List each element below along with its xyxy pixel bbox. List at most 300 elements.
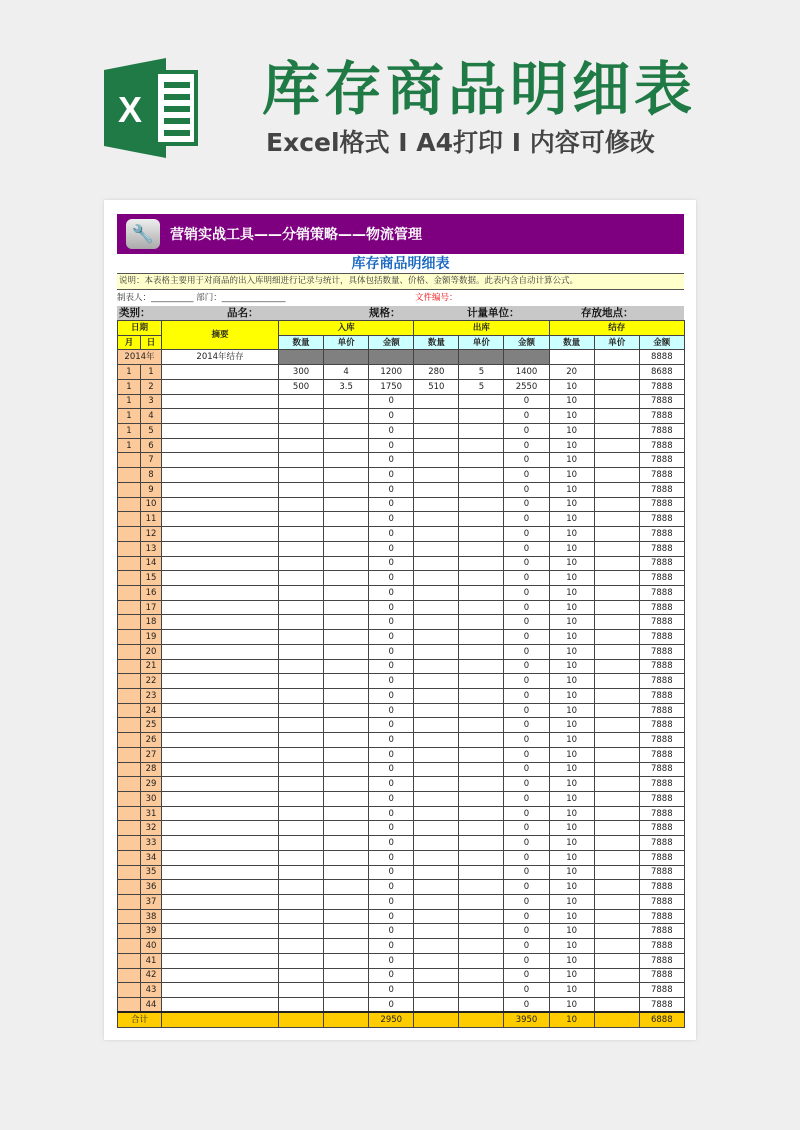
day-cell[interactable]: 29: [141, 777, 162, 792]
bal-amount-cell[interactable]: 7888: [639, 747, 684, 762]
in-qty-cell[interactable]: [279, 644, 324, 659]
summary-cell[interactable]: [162, 556, 279, 571]
out-price-cell[interactable]: [459, 865, 504, 880]
bal-price-cell[interactable]: [594, 983, 639, 998]
in-price-cell[interactable]: [324, 983, 369, 998]
bal-qty-cell[interactable]: 10: [549, 482, 594, 497]
month-cell[interactable]: [118, 497, 141, 512]
summary-cell[interactable]: [162, 924, 279, 939]
bal-qty-cell[interactable]: 10: [549, 953, 594, 968]
bal-price-cell[interactable]: [594, 939, 639, 954]
in-qty-cell[interactable]: [279, 600, 324, 615]
out-qty-cell[interactable]: [414, 644, 459, 659]
in-price-cell[interactable]: [324, 482, 369, 497]
in-amount-cell[interactable]: 0: [369, 998, 414, 1013]
out-price-cell[interactable]: [459, 998, 504, 1013]
out-price-cell[interactable]: [459, 806, 504, 821]
in-price-cell[interactable]: [324, 453, 369, 468]
summary-cell[interactable]: [162, 688, 279, 703]
bal-qty-cell[interactable]: 10: [549, 880, 594, 895]
summary-cell[interactable]: [162, 850, 279, 865]
out-price-cell[interactable]: [459, 836, 504, 851]
month-cell[interactable]: 1: [118, 365, 141, 380]
bal-amount-cell[interactable]: 7888: [639, 924, 684, 939]
bal-qty-cell[interactable]: 10: [549, 792, 594, 807]
in-qty-cell[interactable]: [279, 747, 324, 762]
day-cell[interactable]: 9: [141, 482, 162, 497]
in-amount-cell[interactable]: 0: [369, 615, 414, 630]
out-qty-cell[interactable]: [414, 468, 459, 483]
out-amount-cell[interactable]: 0: [504, 747, 549, 762]
in-amount-cell[interactable]: 0: [369, 512, 414, 527]
day-cell[interactable]: 6: [141, 438, 162, 453]
bal-qty-cell[interactable]: 10: [549, 924, 594, 939]
bal-amount-cell[interactable]: 7888: [639, 556, 684, 571]
bal-amount-cell[interactable]: 7888: [639, 482, 684, 497]
month-cell[interactable]: [118, 644, 141, 659]
month-cell[interactable]: [118, 850, 141, 865]
bal-qty-cell[interactable]: 10: [549, 409, 594, 424]
out-price-cell[interactable]: [459, 438, 504, 453]
out-amount-cell[interactable]: 0: [504, 688, 549, 703]
in-price-cell[interactable]: [324, 468, 369, 483]
in-price-cell[interactable]: [324, 585, 369, 600]
out-qty-cell[interactable]: [414, 998, 459, 1013]
in-qty-cell[interactable]: [279, 836, 324, 851]
in-qty-cell[interactable]: [279, 821, 324, 836]
out-qty-cell[interactable]: [414, 424, 459, 439]
in-amount-cell[interactable]: 0: [369, 880, 414, 895]
out-qty-cell[interactable]: [414, 585, 459, 600]
in-price-cell[interactable]: [324, 747, 369, 762]
out-qty-cell[interactable]: [414, 953, 459, 968]
bal-price-cell[interactable]: [594, 836, 639, 851]
in-price-cell[interactable]: 3.5: [324, 379, 369, 394]
day-cell[interactable]: 11: [141, 512, 162, 527]
out-price-cell[interactable]: [459, 394, 504, 409]
bal-amount-cell[interactable]: 7888: [639, 644, 684, 659]
month-cell[interactable]: [118, 983, 141, 998]
summary-cell[interactable]: [162, 438, 279, 453]
bal-amount-cell[interactable]: 7888: [639, 850, 684, 865]
out-price-cell[interactable]: [459, 792, 504, 807]
bal-amount-cell[interactable]: 7888: [639, 541, 684, 556]
in-amount-cell[interactable]: 0: [369, 497, 414, 512]
day-cell[interactable]: 28: [141, 762, 162, 777]
out-qty-cell[interactable]: [414, 615, 459, 630]
bal-price-cell[interactable]: [594, 968, 639, 983]
day-cell[interactable]: 31: [141, 806, 162, 821]
summary-cell[interactable]: [162, 512, 279, 527]
summary-cell[interactable]: [162, 409, 279, 424]
summary-cell[interactable]: [162, 527, 279, 542]
out-amount-cell[interactable]: 0: [504, 909, 549, 924]
out-qty-cell[interactable]: [414, 409, 459, 424]
bal-amount-cell[interactable]: 7888: [639, 659, 684, 674]
bal-price-cell[interactable]: [594, 527, 639, 542]
in-price-cell[interactable]: [324, 968, 369, 983]
out-price-cell[interactable]: [459, 762, 504, 777]
month-cell[interactable]: [118, 541, 141, 556]
in-qty-cell[interactable]: [279, 482, 324, 497]
bal-amount-cell[interactable]: 7888: [639, 585, 684, 600]
opening-summary[interactable]: 2014年结存: [162, 350, 279, 365]
in-amount-cell[interactable]: 0: [369, 571, 414, 586]
in-price-cell[interactable]: [324, 924, 369, 939]
out-qty-cell[interactable]: [414, 512, 459, 527]
bal-qty-cell[interactable]: 10: [549, 615, 594, 630]
in-price-cell[interactable]: [324, 821, 369, 836]
out-price-cell[interactable]: [459, 659, 504, 674]
summary-cell[interactable]: [162, 630, 279, 645]
bal-qty-cell[interactable]: 10: [549, 438, 594, 453]
in-amount-cell[interactable]: 0: [369, 585, 414, 600]
out-qty-cell[interactable]: [414, 939, 459, 954]
bal-price-cell[interactable]: [594, 615, 639, 630]
month-cell[interactable]: [118, 674, 141, 689]
out-qty-cell[interactable]: [414, 836, 459, 851]
bal-amount-cell[interactable]: 7888: [639, 497, 684, 512]
out-amount-cell[interactable]: 0: [504, 777, 549, 792]
in-qty-cell[interactable]: [279, 659, 324, 674]
bal-qty-cell[interactable]: 10: [549, 836, 594, 851]
in-qty-cell[interactable]: 500: [279, 379, 324, 394]
bal-qty-cell[interactable]: 10: [549, 747, 594, 762]
summary-cell[interactable]: [162, 541, 279, 556]
out-qty-cell[interactable]: [414, 688, 459, 703]
bal-qty-cell[interactable]: 10: [549, 983, 594, 998]
in-amount-cell[interactable]: 0: [369, 600, 414, 615]
month-cell[interactable]: [118, 865, 141, 880]
out-amount-cell[interactable]: 0: [504, 585, 549, 600]
bal-price-cell[interactable]: [594, 379, 639, 394]
in-amount-cell[interactable]: 0: [369, 527, 414, 542]
bal-amount-cell[interactable]: 7888: [639, 836, 684, 851]
out-qty-cell[interactable]: [414, 747, 459, 762]
month-cell[interactable]: [118, 468, 141, 483]
day-cell[interactable]: 40: [141, 939, 162, 954]
summary-cell[interactable]: [162, 865, 279, 880]
out-qty-cell[interactable]: [414, 806, 459, 821]
in-amount-cell[interactable]: 1750: [369, 379, 414, 394]
in-qty-cell[interactable]: [279, 983, 324, 998]
bal-qty-cell[interactable]: 10: [549, 674, 594, 689]
bal-price-cell[interactable]: [594, 541, 639, 556]
out-amount-cell[interactable]: 0: [504, 806, 549, 821]
out-price-cell[interactable]: [459, 821, 504, 836]
bal-amount-cell[interactable]: 7888: [639, 424, 684, 439]
in-amount-cell[interactable]: 0: [369, 909, 414, 924]
summary-cell[interactable]: [162, 836, 279, 851]
in-qty-cell[interactable]: [279, 998, 324, 1013]
out-price-cell[interactable]: [459, 703, 504, 718]
month-cell[interactable]: [118, 453, 141, 468]
in-qty-cell[interactable]: 300: [279, 365, 324, 380]
in-price-cell[interactable]: [324, 836, 369, 851]
in-price-cell[interactable]: [324, 424, 369, 439]
in-price-cell[interactable]: [324, 512, 369, 527]
out-amount-cell[interactable]: 0: [504, 895, 549, 910]
out-qty-cell[interactable]: [414, 630, 459, 645]
month-cell[interactable]: [118, 939, 141, 954]
out-qty-cell[interactable]: [414, 968, 459, 983]
in-qty-cell[interactable]: [279, 615, 324, 630]
in-qty-cell[interactable]: [279, 630, 324, 645]
in-qty-cell[interactable]: [279, 850, 324, 865]
in-amount-cell[interactable]: 0: [369, 850, 414, 865]
bal-amount-cell[interactable]: 7888: [639, 880, 684, 895]
out-price-cell[interactable]: [459, 512, 504, 527]
in-qty-cell[interactable]: [279, 792, 324, 807]
in-qty-cell[interactable]: [279, 968, 324, 983]
month-cell[interactable]: [118, 806, 141, 821]
in-price-cell[interactable]: [324, 527, 369, 542]
in-price-cell[interactable]: [324, 394, 369, 409]
in-amount-cell[interactable]: 0: [369, 836, 414, 851]
in-qty-cell[interactable]: [279, 674, 324, 689]
in-price-cell[interactable]: [324, 409, 369, 424]
bal-amount-cell[interactable]: 7888: [639, 998, 684, 1013]
bal-price-cell[interactable]: [594, 644, 639, 659]
month-cell[interactable]: [118, 571, 141, 586]
in-amount-cell[interactable]: 0: [369, 718, 414, 733]
bal-price-cell[interactable]: [594, 762, 639, 777]
bal-qty-cell[interactable]: 10: [549, 556, 594, 571]
month-cell[interactable]: [118, 777, 141, 792]
summary-cell[interactable]: [162, 703, 279, 718]
in-qty-cell[interactable]: [279, 497, 324, 512]
bal-qty-cell[interactable]: 10: [549, 512, 594, 527]
out-amount-cell[interactable]: 0: [504, 468, 549, 483]
out-price-cell[interactable]: [459, 541, 504, 556]
out-amount-cell[interactable]: 0: [504, 394, 549, 409]
bal-amount-cell[interactable]: 7888: [639, 909, 684, 924]
bal-amount-cell[interactable]: 7888: [639, 895, 684, 910]
bal-amount-cell[interactable]: 7888: [639, 688, 684, 703]
out-price-cell[interactable]: [459, 895, 504, 910]
in-amount-cell[interactable]: 0: [369, 924, 414, 939]
summary-cell[interactable]: [162, 968, 279, 983]
day-cell[interactable]: 16: [141, 585, 162, 600]
month-cell[interactable]: [118, 482, 141, 497]
summary-cell[interactable]: [162, 762, 279, 777]
in-amount-cell[interactable]: 0: [369, 939, 414, 954]
month-cell[interactable]: [118, 924, 141, 939]
in-qty-cell[interactable]: [279, 762, 324, 777]
out-amount-cell[interactable]: 0: [504, 880, 549, 895]
bal-amount-cell[interactable]: 7888: [639, 438, 684, 453]
month-cell[interactable]: [118, 953, 141, 968]
month-cell[interactable]: [118, 998, 141, 1013]
month-cell[interactable]: [118, 703, 141, 718]
out-price-cell[interactable]: [459, 777, 504, 792]
out-qty-cell[interactable]: 510: [414, 379, 459, 394]
bal-qty-cell[interactable]: 10: [549, 497, 594, 512]
day-cell[interactable]: 34: [141, 850, 162, 865]
bal-price-cell[interactable]: [594, 718, 639, 733]
out-amount-cell[interactable]: 0: [504, 998, 549, 1013]
in-price-cell[interactable]: [324, 850, 369, 865]
summary-cell[interactable]: [162, 998, 279, 1013]
bal-amount-cell[interactable]: 7888: [639, 718, 684, 733]
in-qty-cell[interactable]: [279, 527, 324, 542]
in-price-cell[interactable]: [324, 688, 369, 703]
in-price-cell[interactable]: [324, 953, 369, 968]
bal-amount-cell[interactable]: 7888: [639, 777, 684, 792]
bal-amount-cell[interactable]: 7888: [639, 453, 684, 468]
month-cell[interactable]: [118, 718, 141, 733]
bal-amount-cell[interactable]: 7888: [639, 762, 684, 777]
in-qty-cell[interactable]: [279, 953, 324, 968]
out-amount-cell[interactable]: 0: [504, 762, 549, 777]
summary-cell[interactable]: [162, 615, 279, 630]
day-cell[interactable]: 17: [141, 600, 162, 615]
bal-price-cell[interactable]: [594, 512, 639, 527]
day-cell[interactable]: 20: [141, 644, 162, 659]
month-cell[interactable]: [118, 762, 141, 777]
in-amount-cell[interactable]: 0: [369, 762, 414, 777]
bal-amount-cell[interactable]: 7888: [639, 512, 684, 527]
bal-price-cell[interactable]: [594, 850, 639, 865]
out-amount-cell[interactable]: 0: [504, 968, 549, 983]
out-price-cell[interactable]: 5: [459, 379, 504, 394]
in-price-cell[interactable]: [324, 998, 369, 1013]
out-qty-cell[interactable]: [414, 497, 459, 512]
out-qty-cell[interactable]: [414, 865, 459, 880]
bal-qty-cell[interactable]: 10: [549, 659, 594, 674]
day-cell[interactable]: 44: [141, 998, 162, 1013]
in-amount-cell[interactable]: 0: [369, 438, 414, 453]
out-amount-cell[interactable]: 2550: [504, 379, 549, 394]
day-cell[interactable]: 33: [141, 836, 162, 851]
bal-qty-cell[interactable]: 10: [549, 895, 594, 910]
day-cell[interactable]: 22: [141, 674, 162, 689]
in-price-cell[interactable]: [324, 777, 369, 792]
bal-qty-cell[interactable]: 10: [549, 718, 594, 733]
out-qty-cell[interactable]: [414, 880, 459, 895]
summary-cell[interactable]: [162, 880, 279, 895]
summary-cell[interactable]: [162, 909, 279, 924]
in-amount-cell[interactable]: 0: [369, 733, 414, 748]
summary-cell[interactable]: [162, 674, 279, 689]
bal-amount-cell[interactable]: 7888: [639, 821, 684, 836]
month-cell[interactable]: 1: [118, 379, 141, 394]
out-amount-cell[interactable]: 0: [504, 615, 549, 630]
summary-cell[interactable]: [162, 718, 279, 733]
out-amount-cell[interactable]: 0: [504, 453, 549, 468]
day-cell[interactable]: 42: [141, 968, 162, 983]
day-cell[interactable]: 4: [141, 409, 162, 424]
in-price-cell[interactable]: [324, 718, 369, 733]
out-amount-cell[interactable]: 0: [504, 836, 549, 851]
in-qty-cell[interactable]: [279, 453, 324, 468]
bal-price-cell[interactable]: [594, 909, 639, 924]
month-cell[interactable]: 1: [118, 424, 141, 439]
out-qty-cell[interactable]: [414, 541, 459, 556]
out-price-cell[interactable]: [459, 688, 504, 703]
month-cell[interactable]: [118, 556, 141, 571]
bal-qty-cell[interactable]: 10: [549, 453, 594, 468]
bal-qty-cell[interactable]: 10: [549, 688, 594, 703]
out-price-cell[interactable]: [459, 453, 504, 468]
bal-amount-cell[interactable]: 7888: [639, 674, 684, 689]
out-amount-cell[interactable]: 0: [504, 424, 549, 439]
bal-qty-cell[interactable]: 10: [549, 821, 594, 836]
bal-price-cell[interactable]: [594, 497, 639, 512]
day-cell[interactable]: 35: [141, 865, 162, 880]
bal-qty-cell[interactable]: 10: [549, 379, 594, 394]
out-price-cell[interactable]: [459, 482, 504, 497]
bal-qty-cell[interactable]: 10: [549, 424, 594, 439]
in-price-cell[interactable]: [324, 674, 369, 689]
day-cell[interactable]: 39: [141, 924, 162, 939]
summary-cell[interactable]: [162, 821, 279, 836]
month-cell[interactable]: [118, 585, 141, 600]
bal-amount-cell[interactable]: 7888: [639, 703, 684, 718]
day-cell[interactable]: 38: [141, 909, 162, 924]
bal-qty-cell[interactable]: 10: [549, 585, 594, 600]
day-cell[interactable]: 8: [141, 468, 162, 483]
day-cell[interactable]: 5: [141, 424, 162, 439]
out-qty-cell[interactable]: [414, 438, 459, 453]
bal-price-cell[interactable]: [594, 821, 639, 836]
opening-year[interactable]: 2014年: [118, 350, 162, 365]
bal-qty-cell[interactable]: 10: [549, 909, 594, 924]
in-price-cell[interactable]: [324, 792, 369, 807]
out-amount-cell[interactable]: 0: [504, 792, 549, 807]
in-amount-cell[interactable]: 0: [369, 644, 414, 659]
out-qty-cell[interactable]: [414, 983, 459, 998]
summary-cell[interactable]: [162, 497, 279, 512]
bal-price-cell[interactable]: [594, 409, 639, 424]
bal-price-cell[interactable]: [594, 394, 639, 409]
in-qty-cell[interactable]: [279, 703, 324, 718]
in-amount-cell[interactable]: 0: [369, 630, 414, 645]
day-cell[interactable]: 21: [141, 659, 162, 674]
in-amount-cell[interactable]: 0: [369, 703, 414, 718]
in-price-cell[interactable]: [324, 939, 369, 954]
in-qty-cell[interactable]: [279, 909, 324, 924]
in-price-cell[interactable]: [324, 541, 369, 556]
in-qty-cell[interactable]: [279, 806, 324, 821]
month-cell[interactable]: [118, 733, 141, 748]
bal-amount-cell[interactable]: 7888: [639, 527, 684, 542]
bal-qty-cell[interactable]: 10: [549, 541, 594, 556]
bal-price-cell[interactable]: [594, 688, 639, 703]
bal-qty-cell[interactable]: 10: [549, 998, 594, 1013]
bal-price-cell[interactable]: [594, 468, 639, 483]
bal-price-cell[interactable]: [594, 703, 639, 718]
bal-price-cell[interactable]: [594, 924, 639, 939]
out-qty-cell[interactable]: [414, 556, 459, 571]
in-price-cell[interactable]: [324, 895, 369, 910]
in-amount-cell[interactable]: 0: [369, 968, 414, 983]
bal-price-cell[interactable]: [594, 777, 639, 792]
in-price-cell[interactable]: [324, 571, 369, 586]
day-cell[interactable]: 30: [141, 792, 162, 807]
out-price-cell[interactable]: 5: [459, 365, 504, 380]
out-price-cell[interactable]: [459, 674, 504, 689]
in-price-cell[interactable]: [324, 762, 369, 777]
bal-price-cell[interactable]: [594, 792, 639, 807]
out-qty-cell[interactable]: [414, 482, 459, 497]
out-price-cell[interactable]: [459, 983, 504, 998]
out-amount-cell[interactable]: 0: [504, 630, 549, 645]
bal-price-cell[interactable]: [594, 571, 639, 586]
month-cell[interactable]: 1: [118, 438, 141, 453]
out-qty-cell[interactable]: [414, 600, 459, 615]
in-qty-cell[interactable]: [279, 438, 324, 453]
